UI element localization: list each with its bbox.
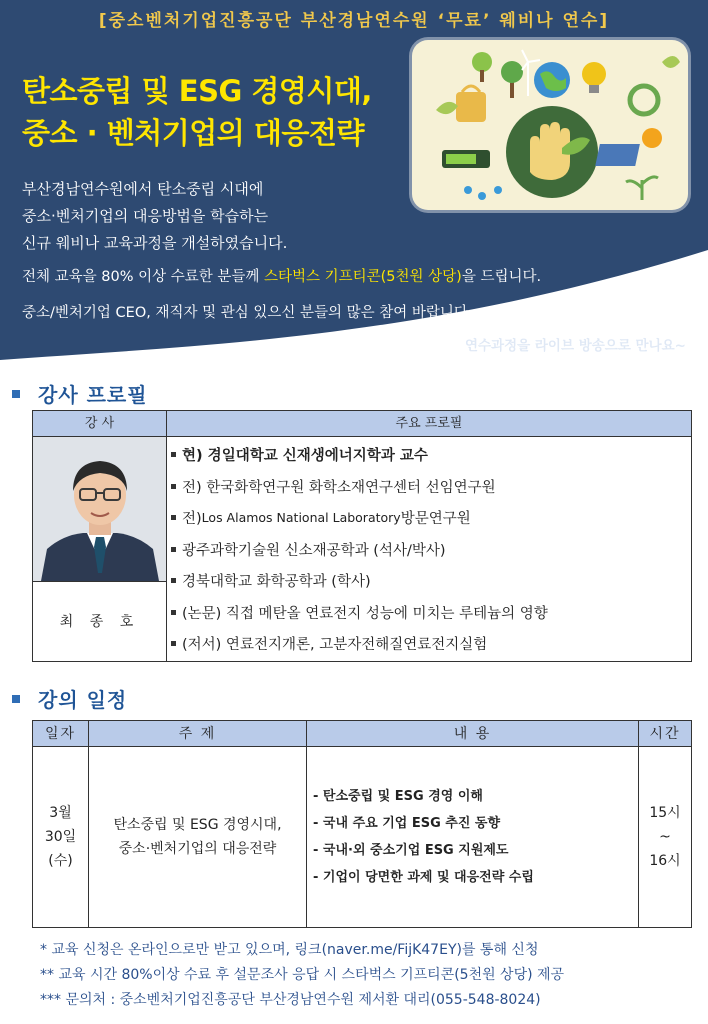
schedule-section-title: 강의 일정 [38, 688, 128, 712]
reward-highlight: 스타벅스 기프티콘(5천원 상당) [263, 269, 462, 285]
content-item: - 국내 주요 기업 ESG 추진 동향 [313, 816, 501, 831]
career-item [167, 439, 691, 471]
career-text-suffix: 방문연구원 [400, 511, 471, 528]
career-text: 현) 경일대학교 신재생에너지학과 교수 [182, 448, 428, 465]
time-end: 16시 [649, 853, 681, 869]
title-line-2: 중소 · 벤처기업의 대응전략 [22, 116, 364, 150]
bullet-square-icon [171, 610, 176, 615]
career-text-prefix: 전) [182, 511, 202, 528]
date-weekday: (수) [48, 853, 73, 869]
schedule-section-heading [12, 684, 127, 713]
topic-cell [89, 747, 306, 927]
description-line: 신규 웨비나 교육과정을 개설하였습니다. [22, 234, 288, 252]
content-cell [307, 747, 638, 927]
live-broadcast-note: 연수과정을 라이브 방송으로 만나요~ [464, 338, 686, 354]
reward-notice [22, 265, 541, 286]
career-item [167, 534, 691, 566]
instructor-profile-table [32, 410, 692, 662]
time-start: 15시 [649, 805, 681, 821]
career-list [167, 439, 691, 660]
topic-line-2: 중소·벤처기업의 대응전략 [118, 841, 277, 857]
bullet-square-icon [12, 390, 20, 398]
career-item [167, 471, 691, 503]
bullet-square-icon [171, 515, 176, 520]
page-title [22, 70, 372, 154]
date-column [33, 721, 89, 927]
invitation-text: 중소/벤처기업 CEO, 재직자 및 관심 있으신 분들의 많은 참여 바랍니다. [22, 305, 473, 321]
instructor-name: 최 종 호 [33, 581, 167, 661]
content-item: - 기업이 당면한 과제 및 대응전략 수립 [313, 870, 534, 885]
time-separator: ~ [659, 829, 671, 845]
topic-column-header: 주 제 [89, 721, 306, 747]
topic-column [89, 721, 307, 927]
footnotes [40, 938, 564, 1013]
content-item: - 탄소중립 및 ESG 경영 이해 [313, 789, 483, 804]
footnote-registration: * 교육 신청은 온라인으로만 받고 있으며, 링크(naver.me/FijK47EY)를 통해 신청 [40, 942, 539, 958]
reward-text-pre: 전체 교육을 80% 이상 수료한 분들께 [22, 269, 264, 285]
career-item [167, 628, 691, 660]
reward-text-post: 을 드립니다. [461, 269, 542, 285]
hero-banner [0, 0, 708, 372]
career-item [167, 502, 691, 534]
description-line: 부산경남연수원에서 탄소중립 시대에 [22, 180, 264, 198]
career-institution: Los Alamos National Laboratory [201, 510, 401, 526]
content-column [307, 721, 639, 927]
time-column-header: 시간 [639, 721, 691, 747]
profile-section-title: 강사 프로필 [38, 383, 148, 407]
date-cell [33, 747, 88, 927]
career-item [167, 597, 691, 629]
topic-line-1: 탄소중립 및 ESG 경영시대, [113, 817, 282, 833]
career-text: 광주과학기술원 신소재공학과 (석사/박사) [182, 542, 446, 559]
profile-column-header: 주요 프로필 [167, 411, 691, 437]
date-column-header: 일자 [33, 721, 88, 747]
bullet-square-icon [12, 695, 20, 703]
instructor-photo [33, 437, 167, 581]
career-text: (저서) 연료전지개론, 고분자전해질연료전지실험 [182, 637, 488, 654]
event-banner-text: [중소벤처기업진흥공단 부산경남연수원 ‘무료’ 웨비나 연수] [98, 11, 610, 31]
title-line-1: 탄소중립 및 ESG 경영시대, [22, 74, 372, 108]
content-column-header: 내 용 [307, 721, 638, 747]
bullet-square-icon [171, 547, 176, 552]
date-month: 3월 [49, 805, 72, 821]
bullet-square-icon [171, 578, 176, 583]
schedule-table [32, 720, 692, 928]
instructor-column-header: 강 사 [33, 411, 167, 437]
bullet-square-icon [171, 484, 176, 489]
bullet-square-icon [171, 641, 176, 646]
date-day: 30일 [44, 829, 77, 845]
career-item [167, 565, 691, 597]
footnote-contact: *** 문의처 : 중소벤처기업진흥공단 부산경남연수원 제서환 대리(055-548-8024) [40, 992, 541, 1008]
description-line: 중소·벤처기업의 대응방법을 학습하는 [22, 207, 269, 225]
esg-illustration [412, 40, 688, 210]
footnote-reward: ** 교육 시간 80%이상 수료 후 설문조사 응답 시 스타벅스 기프티콘(5천원 상당) 제공 [40, 967, 565, 983]
time-column [639, 721, 691, 927]
career-text: (논문) 직접 메탄올 연료전지 성능에 미치는 루테늄의 영향 [182, 605, 548, 622]
time-cell [639, 747, 691, 927]
course-description [22, 176, 287, 257]
profile-section-heading [12, 379, 148, 408]
career-text: 전) 한국화학연구원 화학소재연구센터 선임연구원 [182, 479, 496, 496]
career-text: 경북대학교 화학공학과 (학사) [182, 574, 371, 591]
bullet-square-icon [171, 452, 176, 457]
content-item: - 국내·외 중소기업 ESG 지원제도 [313, 843, 509, 858]
